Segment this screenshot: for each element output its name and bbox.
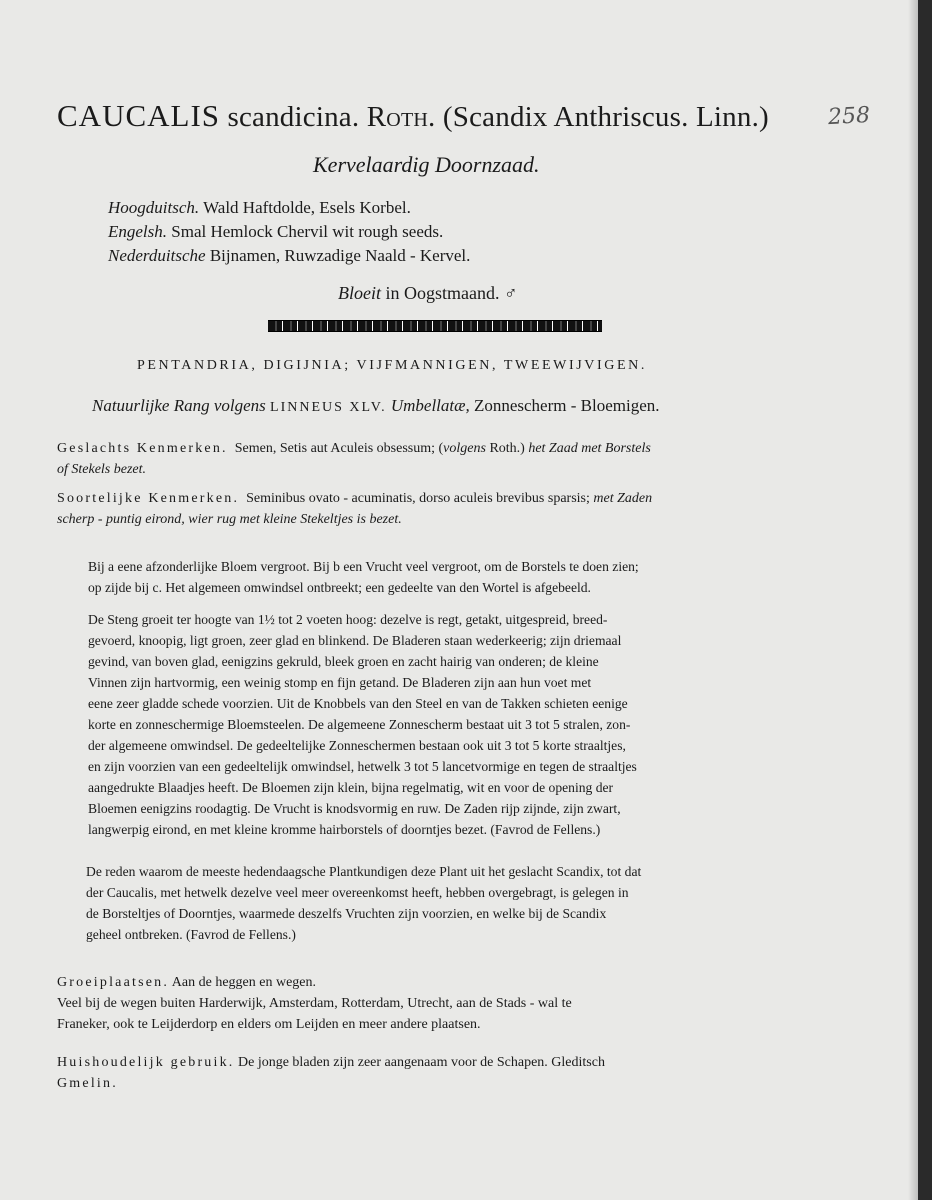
common-names (108, 196, 470, 268)
description-line: De Steng groeit ter hoogte van 1½ tot 2 voeten hoog: dezelve is regt, getakt, uitgespreid, breed- (88, 612, 608, 627)
description-line: Bloemen eenigzins roodagtig. De Vrucht is knodsvormig en ruw. De Zaden rijp zijnde, zijn zwart, (88, 801, 621, 816)
habitat-line2: Veel bij de wegen buiten Harderwijk, Amsterdam, Rotterdam, Utrecht, aan de Stads - wal te (57, 996, 572, 1011)
natural-rank-prefix: Natuurlijke Rang volgens (92, 396, 266, 415)
flowering-text: in Oogstmaand. ♂ (385, 283, 518, 303)
page-edge-shadow (908, 0, 918, 1200)
genus-chars-author: Roth.) (489, 441, 525, 456)
species-chars-dutch: met Zaden (593, 491, 653, 506)
description-line: en zijn voorzien van een gedeeltelijk omwindsel, hetwelk 3 tot 5 lancetvormige en tegen de straaltjes (88, 759, 637, 774)
description-line: Vinnen zijn hartvormig, een weinig stomp en fijn getand. De Bladeren zijn aan hun voet met (88, 675, 592, 690)
description-line: korte en zonneschermige Bloemsteelen. De algemeene Zonnescherm bestaat uit 3 tot 5 stralen, zon- (88, 717, 631, 732)
dutch-name: Kervelaardig Doornzaad. (313, 152, 540, 177)
natural-rank-family: Umbellatæ, (390, 396, 470, 415)
genus-name: CAUCALIS (57, 98, 221, 133)
flowering-label: Bloeit (338, 283, 381, 303)
page-edge (918, 0, 932, 1200)
language-label: Hoogduitsch. (108, 198, 200, 217)
common-name-text: Smal Hemlock Chervil wit rough seeds. (171, 222, 444, 241)
genus-chars-label: Geslachts Kenmerken. (57, 441, 228, 456)
page-number: 258 (827, 102, 871, 131)
usage-line2: Gmelin. (57, 1076, 118, 1091)
description-line: gevind, van boven glad, eenigzins gekruld, bleek groen en zacht hairig van onderen; de kleine (88, 654, 599, 669)
description-line: der algemeene omwindsel. De gedeeltelijke Zonneschermen bestaan ook uit 3 tot 5 korte straaltjes, (88, 738, 626, 753)
species-chars-line2: scherp - puntig eirond, wier rug met kleine Stekeltjes is bezet. (57, 512, 402, 527)
reason-line: De reden waarom de meeste hedendaagsche Plantkundigen deze Plant uit het geslacht Scandix, tot dat (86, 864, 642, 879)
genus-chars-dutch: het Zaad met Borstels (528, 441, 651, 456)
usage-label: Huishoudelijk gebruik. (57, 1055, 235, 1070)
description-line: langwerpig eirond, en met kleine kromme hairborstels of doorntjes bezet. (Favrod de Fellens.) (88, 822, 601, 837)
genus-characters (57, 438, 651, 480)
genus-chars-latin: Semen, Setis aut Aculeis obsessum; ( (234, 441, 444, 456)
common-name-row (108, 196, 470, 220)
natural-rank (92, 396, 659, 416)
description-line: eene zeer gladde schede voorzien. Uit de Knobbels van den Steel en van de Takken schieten eenige (88, 696, 628, 711)
description (88, 609, 637, 840)
figure-note (88, 556, 639, 598)
species-chars-latin: Seminibus ovato - acuminatis, dorso aculeis brevibus sparsis; (246, 491, 590, 506)
species-characters (57, 488, 652, 530)
language-label: Nederduitsche (108, 246, 206, 265)
habitat-label: Groeiplaatsen. (57, 975, 170, 990)
reason-line: der Caucalis, met hetwelk dezelve veel meer overeenkomst heeft, hebben overgebragt, is gelegen in (86, 885, 629, 900)
common-name-row (108, 244, 470, 268)
synonym: (Scandix Anthriscus. Linn.) (442, 101, 769, 133)
description-line: gevoerd, knoopig, ligt groen, zeer glad en blinkend. De Bladeren staan wederkeerig; zijn driemaal (88, 633, 622, 648)
reason-line: geheel ontbreken. (Favrod de Fellens.) (86, 927, 296, 942)
genus-chars-line2: of Stekels bezet. (57, 462, 147, 477)
figure-note-line: Bij a eene afzonderlijke Bloem vergroot. Bij b een Vrucht veel vergroot, om de Borstels te doen zien; (88, 559, 639, 574)
genus-chars-volgens: volgens (443, 441, 486, 456)
natural-rank-author: LINNEUS XLV. (270, 400, 387, 415)
natural-rank-suffix: Zonnescherm - Bloemigen. (473, 396, 660, 415)
flowering-time (338, 283, 518, 304)
figure-note-line: op zijde bij c. Het algemeen omwindsel ontbreekt; een gedeelte van den Wortel is afgebeeld. (88, 580, 591, 595)
ornament-divider (268, 320, 602, 332)
common-name-text: Bijnamen, Ruwzadige Naald - Kervel. (209, 246, 471, 265)
reason-line: de Borsteltjes of Doorntjes, waarmede deszelfs Vruchten zijn voorzien, en welke bij de Scandix (86, 906, 607, 921)
reason-note (86, 861, 641, 945)
common-name-row (108, 220, 470, 244)
species-name: scandicina. (227, 101, 360, 133)
habitat (57, 972, 572, 1035)
usage-text: De jonge bladen zijn zeer aangenaam voor de Schapen. Gleditsch (238, 1055, 605, 1070)
common-name-text: Wald Haftdolde, Esels Korbel. (203, 198, 411, 217)
language-label: Engelsh. (108, 222, 168, 241)
habitat-line3: Franeker, ook te Leijderdorp en elders om Leijden en meer andere plaatsen. (57, 1017, 481, 1032)
habitat-text: Aan de heggen en wegen. (171, 975, 316, 990)
usage (57, 1052, 605, 1094)
description-line: aangedrukte Blaadjes heeft. De Bloemen zijn klein, bijna regelmatig, wit en voor de opening der (88, 780, 614, 795)
author-name: Roth. (366, 101, 436, 133)
classification: PENTANDRIA, DIGIJNIA; VIJFMANNIGEN, TWEEWIJVIGEN. (137, 358, 647, 373)
page-title (57, 98, 769, 134)
species-chars-label: Soortelijke Kenmerken. (57, 491, 240, 506)
